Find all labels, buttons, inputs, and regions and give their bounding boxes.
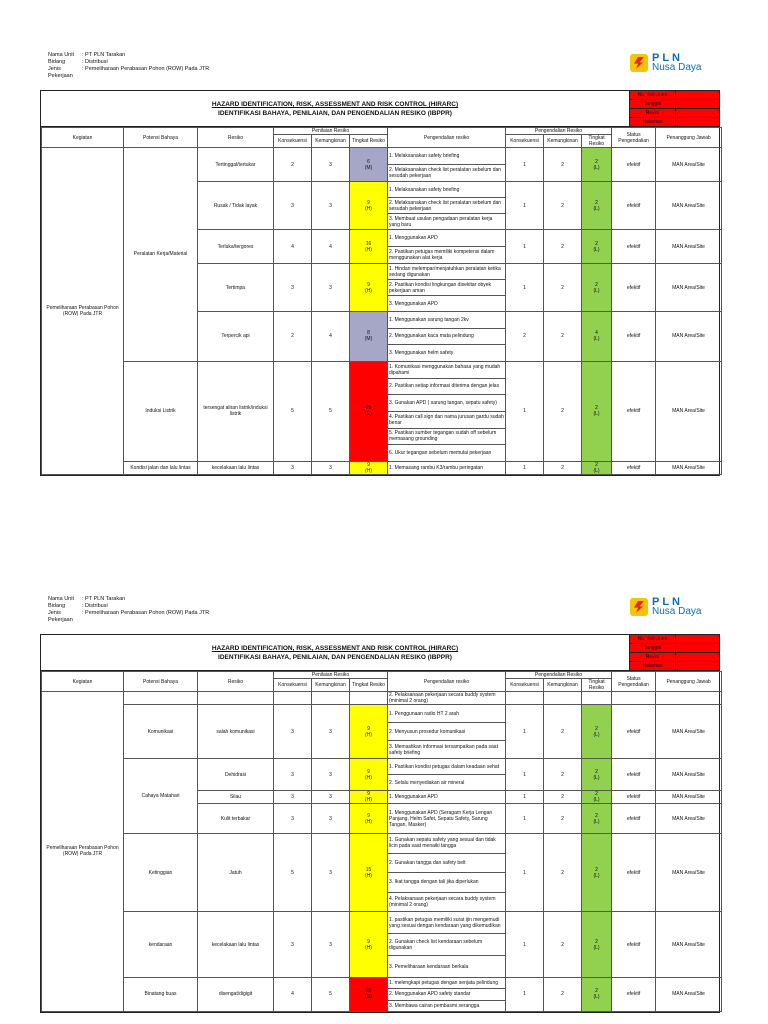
kemungkinan-cell: 3	[312, 182, 350, 230]
control-item: 1. Hindari melempar/menjatuhkan peralatan ketika sedang digunakan	[388, 264, 506, 280]
kemungkinan-cell: 3	[312, 148, 350, 182]
hirarc-table	[41, 671, 722, 1012]
potensi-cell: kendaraan	[124, 912, 198, 978]
kemungkinan2-cell: 2	[544, 461, 582, 474]
konsekuensi-cell: 5	[274, 361, 312, 461]
kemungkinan2-cell: 2	[544, 804, 582, 834]
status-cell: efektif	[612, 264, 656, 312]
hirarc-table	[41, 127, 722, 475]
control-item: 3. Gunakan APD ( sarung tangan, sepatu safety)	[388, 395, 506, 412]
resiko-cell: kecelakaan lalu lintas	[198, 912, 274, 978]
kemungkinan2-cell: 2	[544, 148, 582, 182]
kemungkinan-cell: 4	[312, 312, 350, 362]
kemungkinan-cell: 3	[312, 834, 350, 912]
resiko-cell: Jatuh	[198, 834, 274, 912]
potensi-cell: Peralatan Kerja/Material	[124, 148, 198, 362]
konsekuensi2-cell: 1	[506, 791, 544, 804]
kemungkinan-cell: 5	[312, 978, 350, 1012]
table-row	[42, 148, 722, 165]
pln-logo	[630, 592, 720, 622]
pln-logo	[630, 48, 720, 78]
resiko-cell: kecelakaan lalu lintas	[198, 461, 274, 474]
kemungkinan-cell: 3	[312, 705, 350, 759]
resiko-cell: Terpercik api	[198, 312, 274, 362]
status-cell: efektif	[612, 461, 656, 474]
col-kegiatan: Kegiatan	[42, 128, 124, 148]
col-tingkat: Tingkat Resiko	[582, 679, 612, 692]
control-item: 3. Menggunakan APD	[388, 296, 506, 312]
control-item: 1. Melaksanakan safety briefing	[388, 148, 506, 165]
col-kemungkinan: Kemungkinan	[312, 135, 350, 148]
control-item: 4. Pastikan call sign dan nama jurusan gardu sudah benar	[388, 411, 506, 428]
resiko-cell: salah komunikasi	[198, 705, 274, 759]
control-item: 1. Menggunakan APD	[388, 230, 506, 247]
kemungkinan-cell: 5	[312, 361, 350, 461]
status-cell: efektif	[612, 312, 656, 362]
tingkat-cell: 9 (H)	[350, 804, 388, 834]
control-item: 2. Melaksanakan check list peralatan sebelum dan sesudah pekerjaan	[388, 165, 506, 182]
tingkat-cell: 6 (M)	[350, 148, 388, 182]
resiko-cell: Dehidrasi	[198, 759, 274, 791]
control-item: 1. Komunikasi menggunakan bahasa yang mudah dipahami	[388, 361, 506, 378]
status-cell: efektif	[612, 148, 656, 182]
col-kemungkinan: Kemungkinan	[544, 679, 582, 692]
penanggung-cell: MAN Area/Site	[656, 978, 722, 1012]
control-item: 1. pastikan petugas memiliki surat ijin mengemudi yang sesuai dengan kendaraan yang dikemudikan	[388, 912, 506, 934]
penanggung-cell: MAN Area/Site	[656, 759, 722, 791]
konsekuensi-cell: 3	[274, 791, 312, 804]
control-item: 1. Menggunakan sarung tangan 2kv	[388, 312, 506, 329]
resiko-cell: Rusak / Tidak layak	[198, 182, 274, 230]
potensi-cell: Kondisi jalan dan lalu lintas	[124, 461, 198, 474]
col-penanggung: Penanggung Jawab	[656, 128, 722, 148]
potensi-cell	[124, 692, 198, 705]
status-cell: efektif	[612, 361, 656, 461]
konsekuensi-cell: 4	[274, 978, 312, 1012]
logo-subtext: Nusa Daya	[652, 606, 702, 617]
control-item: 2. Melaksanakan check list peralatan sebelum dan sesudah pekerjaan	[388, 198, 506, 214]
kemungkinan2-cell: 2	[544, 912, 582, 978]
konsekuensi2-cell: 1	[506, 230, 544, 264]
penanggung-cell: MAN Area/Site	[656, 461, 722, 474]
konsekuensi-cell: 3	[274, 759, 312, 791]
control-item: 2. Menggunakan kaca mata pelindung	[388, 328, 506, 345]
control-item: 1. Menggunakan APD	[388, 791, 506, 804]
kemungkinan-cell: 3	[312, 264, 350, 312]
col-konsekuensi: Konsekuensi	[506, 679, 544, 692]
status-cell: efektif	[612, 230, 656, 264]
col-potensi: Potensi Bahaya	[124, 672, 198, 692]
control-item: 5. Pastikan sumber tegangan sudah off sebelum memasang grounding	[388, 428, 506, 445]
tingkat2-cell: 2 (L)	[582, 791, 612, 804]
doc-info-label: Revisi	[630, 653, 676, 661]
tingkat-cell: 9 (H)	[350, 264, 388, 312]
konsekuensi2-cell: 1	[506, 912, 544, 978]
meta-key: Nama Unit	[48, 596, 74, 602]
col-pengendalian-resiko: Pengendalian resiko	[388, 128, 506, 148]
penanggung-cell	[656, 692, 722, 705]
doc-info-label: Halaman	[630, 662, 676, 670]
col-pengendalian-resiko: Pengendalian resiko	[388, 672, 506, 692]
kemungkinan2-cell: 2	[544, 361, 582, 461]
table-row	[42, 692, 722, 705]
control-item: 3. Pemeliharaan kendaraan berkala	[388, 956, 506, 978]
col-konsekuensi: Konsekuensi	[506, 135, 544, 148]
tingkat2-cell	[582, 692, 612, 705]
meta-value: : Pemeliharaan Perabasan Pohon (ROW) Pada JTR	[82, 66, 210, 72]
kemungkinan2-cell: 2	[544, 312, 582, 362]
meta-value: : Pemeliharaan Perabasan Pohon (ROW) Pada JTR	[82, 610, 210, 616]
penanggung-cell: MAN Area/Site	[656, 182, 722, 230]
control-item: 1. melengkapi petugas dengan senjata pelindung	[388, 978, 506, 989]
tingkat-cell: 25 (E)	[350, 361, 388, 461]
control-item: 2. Pastikan kondisi lingkungan disekitar obyek pekerjaan aman	[388, 280, 506, 296]
doc-meta	[48, 52, 209, 80]
meta-key: Nama Unit	[48, 52, 74, 58]
tingkat-cell: 9 (H)	[350, 791, 388, 804]
kemungkinan-cell: 3	[312, 912, 350, 978]
tingkat-cell: 9 (H)	[350, 705, 388, 759]
col-penilaian: Penilaian Resiko	[274, 128, 388, 135]
col-pengendalian: Pengendalian Resiko	[506, 672, 612, 679]
konsekuensi2-cell: 1	[506, 759, 544, 791]
col-potensi: Potensi Bahaya	[124, 128, 198, 148]
lightning-icon	[630, 54, 648, 72]
control-item: 3. Membuat usulan pengadaan peralatan kerja yang baru	[388, 214, 506, 230]
tingkat-cell: 9 (H)	[350, 182, 388, 230]
col-tingkat: Tingkat Resiko	[350, 679, 388, 692]
control-item: 1. Memasang rambu K3/rambu peringatan	[388, 461, 506, 474]
status-cell: efektif	[612, 912, 656, 978]
control-item: 1. Gunakan sepatu safety yang sesuai dan tidak licin pada saat menaiki tangga	[388, 834, 506, 854]
tingkat2-cell: 2 (L)	[582, 461, 612, 474]
konsekuensi2-cell	[506, 692, 544, 705]
doc-subtitle: IDENTIFIKASI BAHAYA, PENILAIAN, DAN PENGENDALIAN RESIKO (IBPPR)	[218, 654, 452, 661]
status-cell: efektif	[612, 791, 656, 804]
hirarc-sheet-1	[40, 90, 720, 476]
konsekuensi2-cell: 2	[506, 312, 544, 362]
kemungkinan2-cell: 2	[544, 264, 582, 312]
col-status: Status Pengendalian	[612, 128, 656, 148]
resiko-cell: Tertinggal/tertukar	[198, 148, 274, 182]
konsekuensi-cell: 3	[274, 705, 312, 759]
potensi-cell: Induksi Listrik	[124, 361, 198, 461]
control-item: 1. Melaksanakan safety briefing	[388, 182, 506, 198]
meta-key: Jenis Pekerjaan	[48, 66, 73, 79]
konsekuensi-cell: 3	[274, 804, 312, 834]
tingkat2-cell: 2 (L)	[582, 978, 612, 1012]
control-item: 2. Pelaksanaan pekerjaan secara buddy system (minimal 2 orang)	[388, 692, 506, 705]
control-item: 6. Ukur tegangan sebelum memulai pekerjaan	[388, 445, 506, 462]
control-item: 2. Pastikan setiap informasi diterima dengan jelas	[388, 378, 506, 395]
tingkat2-cell: 2 (L)	[582, 148, 612, 182]
table-row	[42, 461, 722, 474]
table-row	[42, 978, 722, 989]
meta-key: Bidang	[48, 59, 66, 65]
kemungkinan-cell: 3	[312, 791, 350, 804]
logo-subtext: Nusa Daya	[652, 62, 702, 73]
kemungkinan-cell: 3	[312, 804, 350, 834]
col-penanggung: Penanggung Jawab	[656, 672, 722, 692]
col-tingkat: Tingkat Resiko	[582, 135, 612, 148]
control-item: 3. Membawa cairan pembasmi serangga	[388, 1000, 506, 1011]
status-cell: efektif	[612, 834, 656, 912]
penanggung-cell: MAN Area/Site	[656, 230, 722, 264]
konsekuensi2-cell: 1	[506, 264, 544, 312]
konsekuensi-cell: 3	[274, 912, 312, 978]
konsekuensi-cell: 3	[274, 264, 312, 312]
col-resiko: Resiko	[198, 128, 274, 148]
table-row	[42, 705, 722, 723]
konsekuensi2-cell: 1	[506, 804, 544, 834]
potensi-cell: Komunikasi	[124, 705, 198, 759]
kemungkinan2-cell: 2	[544, 834, 582, 912]
tingkat-cell: 16 (H)	[350, 230, 388, 264]
col-resiko: Resiko	[198, 672, 274, 692]
kemungkinan2-cell: 2	[544, 230, 582, 264]
tingkat2-cell: 2 (L)	[582, 912, 612, 978]
doc-info: No. dokumen : Tanggal : Revisi : Halaman :	[629, 91, 719, 127]
konsekuensi-cell: 2	[274, 312, 312, 362]
control-item: 1. Pastikan kondisi petugas dalam keadaan sehat	[388, 759, 506, 775]
doc-meta	[48, 596, 209, 624]
tingkat-cell: 15 (H)	[350, 834, 388, 912]
status-cell	[612, 692, 656, 705]
doc-info-label: Revisi	[630, 109, 676, 117]
tingkat2-cell: 2 (L)	[582, 834, 612, 912]
col-konsekuensi: Konsekuensi	[274, 135, 312, 148]
meta-value: : PT PLN Tarakan	[82, 596, 126, 602]
kemungkinan-cell: 4	[312, 230, 350, 264]
kegiatan-cell: Pemeliharaan Perabasan Pohon (ROW) Pada JTR	[42, 692, 124, 1012]
penanggung-cell: MAN Area/Site	[656, 804, 722, 834]
col-kegiatan: Kegiatan	[42, 672, 124, 692]
potensi-cell: Cahaya Matahari	[124, 759, 198, 834]
table-row	[42, 834, 722, 854]
meta-value: : PT PLN Tarakan	[82, 52, 126, 58]
tingkat-cell: 9 (H)	[350, 912, 388, 978]
meta-value: : Distribusi	[82, 59, 108, 65]
potensi-cell: Ketinggian	[124, 834, 198, 912]
status-cell: efektif	[612, 978, 656, 1012]
doc-title: HAZARD IDENTIFICATION, RISK, ASSESSMENT AND RISK CONTROL (HIRARC)	[211, 645, 459, 652]
control-item: 3. Memastikan informasi tersampaikan pada saat safety briefing	[388, 741, 506, 759]
konsekuensi2-cell: 1	[506, 461, 544, 474]
penanggung-cell: MAN Area/Site	[656, 361, 722, 461]
tingkat-cell: 9 (H)	[350, 759, 388, 791]
tingkat2-cell: 2 (L)	[582, 804, 612, 834]
status-cell: efektif	[612, 705, 656, 759]
tingkat-cell: 8 (M)	[350, 312, 388, 362]
status-cell: efektif	[612, 182, 656, 230]
tingkat2-cell: 2 (L)	[582, 182, 612, 230]
konsekuensi2-cell: 1	[506, 834, 544, 912]
resiko-cell	[198, 692, 274, 705]
meta-key: Bidang	[48, 603, 66, 609]
control-item: 1. Menggunakan APD (Seragam Kerja Lengan Panjang, Helm Safet, Sepatu Safety, Sarung Tangan, Masker)	[388, 804, 506, 834]
hirarc-sheet-2	[40, 634, 720, 1013]
potensi-cell: Binatang buas	[124, 978, 198, 1012]
meta-key: Jenis Pekerjaan	[48, 610, 73, 623]
control-item: 2. Selalu menyediakan air mineral	[388, 775, 506, 791]
control-item: 2. Gunakan tangga dan safety belt	[388, 853, 506, 873]
resiko-cell: tersengat aliran listrik/induksi listrik	[198, 361, 274, 461]
doc-title: HAZARD IDENTIFICATION, RISK, ASSESSMENT AND RISK CONTROL (HIRARC)	[211, 101, 459, 108]
tingkat2-cell: 2 (L)	[582, 759, 612, 791]
konsekuensi-cell	[274, 692, 312, 705]
kemungkinan2-cell	[544, 692, 582, 705]
control-item: 3. Menggunakan helm safety	[388, 345, 506, 362]
control-item: 4. Pelaksanaan pekerjaan secara buddy system (minimal 2 orang)	[388, 892, 506, 912]
kemungkinan-cell: 3	[312, 461, 350, 474]
penanggung-cell: MAN Area/Site	[656, 912, 722, 978]
konsekuensi2-cell: 1	[506, 148, 544, 182]
control-item: 2. Menggunakan APD safety standar	[388, 989, 506, 1000]
kemungkinan2-cell: 2	[544, 791, 582, 804]
resiko-cell: Silau	[198, 791, 274, 804]
logo-text: PLN	[652, 52, 683, 64]
kemungkinan2-cell: 2	[544, 705, 582, 759]
control-item: 2. Menyusun prosedur komunikasi	[388, 723, 506, 741]
doc-info-label: No. dokumen	[630, 91, 676, 99]
kegiatan-cell: Pemeliharaan Perabasan Pohon (ROW) Pada JTR	[42, 148, 124, 475]
penanggung-cell: MAN Area/Site	[656, 264, 722, 312]
control-item: 2. Pastikan petugas memiliki kompetensi dalam menggunakan alat kerja	[388, 247, 506, 264]
table-row	[42, 759, 722, 775]
konsekuensi-cell: 5	[274, 834, 312, 912]
col-kemungkinan: Kemungkinan	[312, 679, 350, 692]
tingkat-cell: 20 (E)	[350, 978, 388, 1012]
kemungkinan-cell	[312, 692, 350, 705]
konsekuensi-cell: 2	[274, 148, 312, 182]
konsekuensi-cell: 3	[274, 182, 312, 230]
kemungkinan2-cell: 2	[544, 978, 582, 1012]
kemungkinan-cell: 3	[312, 759, 350, 791]
doc-info-label: Halaman	[630, 118, 676, 126]
tingkat2-cell: 2 (L)	[582, 264, 612, 312]
control-item: 3. Ikat tangga dengan tali jika diperlukan	[388, 873, 506, 893]
status-cell: efektif	[612, 804, 656, 834]
logo-text: PLN	[652, 596, 683, 608]
control-item: 2. Gunakan check list kendaraan sebelum digunakan	[388, 934, 506, 956]
resiko-cell: Terluka/tergores	[198, 230, 274, 264]
meta-value: : Distribusi	[82, 603, 108, 609]
doc-info-label: No. dokumen	[630, 635, 676, 643]
table-row	[42, 361, 722, 378]
penanggung-cell: MAN Area/Site	[656, 705, 722, 759]
kemungkinan2-cell: 2	[544, 182, 582, 230]
col-kemungkinan: Kemungkinan	[544, 135, 582, 148]
penanggung-cell: MAN Area/Site	[656, 148, 722, 182]
doc-info-label: Tanggal	[630, 644, 676, 652]
konsekuensi-cell: 3	[274, 461, 312, 474]
doc-subtitle: IDENTIFIKASI BAHAYA, PENILAIAN, DAN PENGENDALIAN RESIKO (IBPPR)	[218, 110, 452, 117]
resiko-cell: Tertimpa	[198, 264, 274, 312]
tingkat2-cell: 4 (L)	[582, 312, 612, 362]
col-status: Status Pengendalian	[612, 672, 656, 692]
tingkat2-cell: 2 (L)	[582, 230, 612, 264]
col-pengendalian: Pengendalian Resiko	[506, 128, 612, 135]
col-penilaian: Penilaian Resiko	[274, 672, 388, 679]
penanggung-cell: MAN Area/Site	[656, 834, 722, 912]
penanggung-cell: MAN Area/Site	[656, 791, 722, 804]
konsekuensi-cell: 4	[274, 230, 312, 264]
doc-info: No. dokumen : Tanggal : Revisi : Halaman :	[629, 635, 719, 671]
konsekuensi2-cell: 1	[506, 978, 544, 1012]
control-item: 1. Penggunaan radio HT 2 arah	[388, 705, 506, 723]
resiko-cell: Kulit terbakar	[198, 804, 274, 834]
col-tingkat: Tingkat Resiko	[350, 135, 388, 148]
konsekuensi2-cell: 1	[506, 705, 544, 759]
konsekuensi2-cell: 1	[506, 361, 544, 461]
tingkat-cell	[350, 692, 388, 705]
status-cell: efektif	[612, 759, 656, 791]
tingkat2-cell: 2 (L)	[582, 705, 612, 759]
penanggung-cell: MAN Area/Site	[656, 312, 722, 362]
resiko-cell: disengat/digigit	[198, 978, 274, 1012]
kemungkinan2-cell: 2	[544, 759, 582, 791]
col-konsekuensi: Konsekuensi	[274, 679, 312, 692]
doc-info-label: Tanggal	[630, 100, 676, 108]
lightning-icon	[630, 598, 648, 616]
tingkat-cell: 9 (H)	[350, 461, 388, 474]
tingkat2-cell: 2 (L)	[582, 361, 612, 461]
table-row	[42, 912, 722, 934]
konsekuensi2-cell: 1	[506, 182, 544, 230]
